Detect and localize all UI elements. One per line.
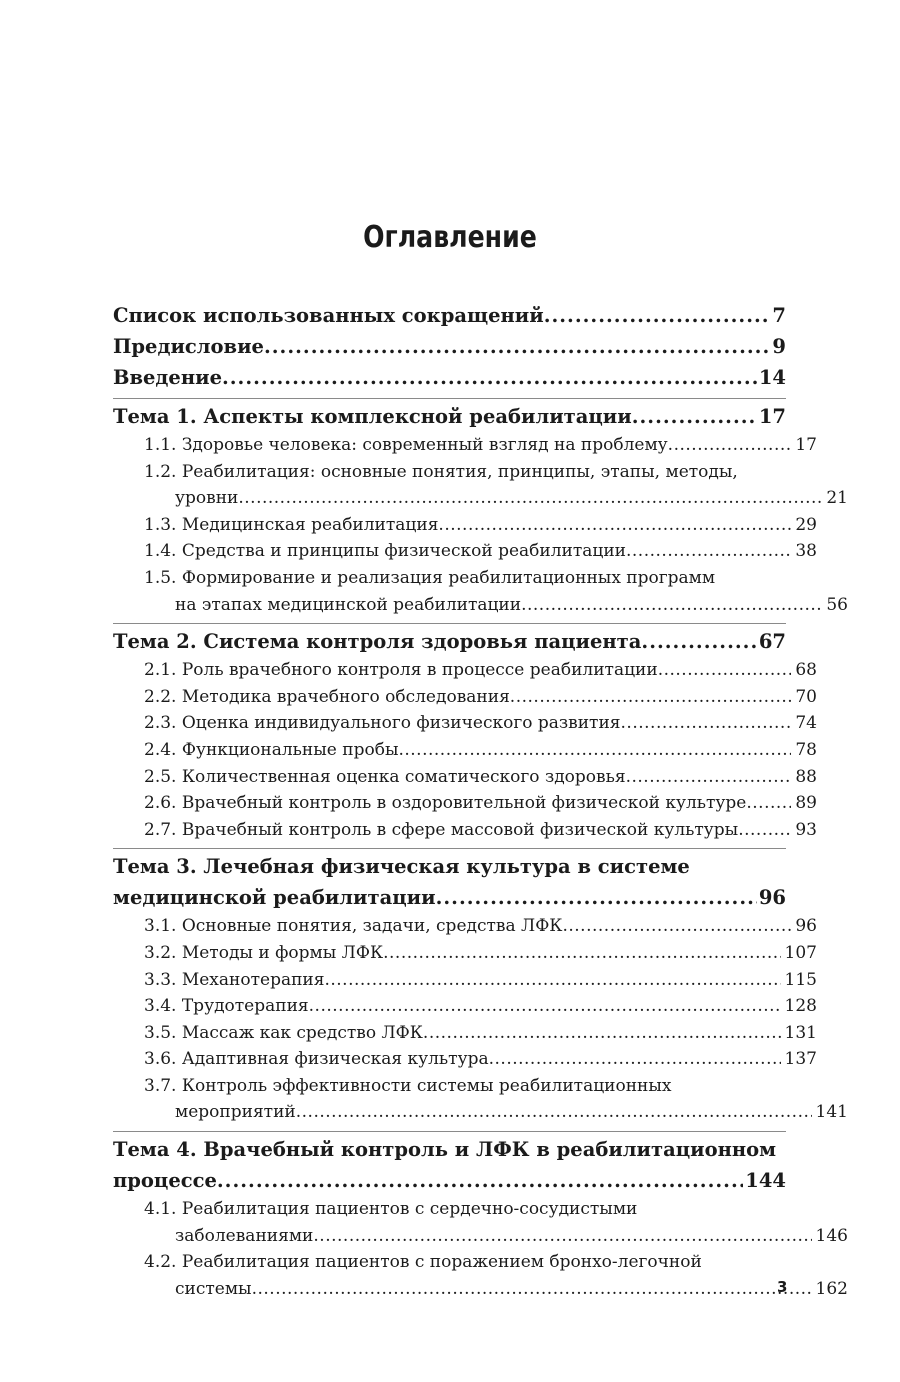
- toc-page-number: 68: [795, 660, 817, 681]
- dot-leader: [217, 1165, 743, 1196]
- dot-leader: [238, 485, 822, 512]
- dot-leader: [521, 592, 822, 619]
- toc-page-number: 9: [772, 335, 786, 358]
- toc-entry-introduction[interactable]: [113, 362, 786, 393]
- toc-entry-topic-2[interactable]: [113, 623, 786, 657]
- toc-entry-title: заболеваниями: [175, 1225, 314, 1246]
- page-number: 3: [777, 1278, 788, 1296]
- toc-page-number: 17: [758, 405, 786, 428]
- toc-entry-title: 3.1. Основные понятия, задачи, средства ЛФК: [144, 916, 563, 937]
- toc-entry-3-7-title: 3.7. Контроль эффективности системы реабилитационных: [144, 1075, 672, 1096]
- toc-page-number: 7: [772, 304, 786, 327]
- dot-leader: [309, 993, 781, 1020]
- toc-entry-3-3[interactable]: [113, 967, 817, 994]
- dot-leader: [423, 1020, 781, 1047]
- toc-entry-title: Тема 2. Система контроля здоровья пациента: [113, 630, 642, 654]
- toc-entry-title: 2.1. Роль врачебного контроля в процессе реабилитации: [144, 660, 658, 681]
- toc-entry-topic-1[interactable]: [113, 398, 786, 432]
- toc-entry-4-1-title: 4.1. Реабилитация пациентов с сердечно-сосудистыми: [144, 1199, 638, 1220]
- toc-page-number: 67: [758, 630, 786, 654]
- toc-entry-title: медицинской реабилитации: [113, 886, 436, 910]
- toc-entry-title: Тема 1. Аспекты комплексной реабилитации: [113, 405, 632, 428]
- toc-page-number: 29: [795, 514, 817, 535]
- dot-leader: [510, 684, 792, 711]
- toc-entry-2-1[interactable]: [113, 657, 817, 684]
- dot-leader: [398, 737, 791, 764]
- toc-page-number: 88: [795, 766, 817, 787]
- toc-page-number: 74: [795, 713, 817, 734]
- toc-entry-2-4[interactable]: [113, 737, 817, 764]
- page-title: Оглавление: [363, 220, 537, 255]
- toc-entry-abbreviations[interactable]: [113, 300, 786, 331]
- dot-leader: [632, 401, 757, 432]
- toc-entry-title: 2.5. Количественная оценка соматического здоровья: [144, 766, 626, 787]
- dot-leader: [746, 790, 791, 817]
- dot-leader: [668, 432, 792, 459]
- toc-entry-title: Введение: [113, 366, 222, 389]
- toc-entry-2-6[interactable]: [113, 790, 817, 817]
- dot-leader: [383, 940, 780, 967]
- dot-leader: [296, 1099, 812, 1126]
- toc-entry-2-7[interactable]: [113, 817, 817, 844]
- dot-leader: [626, 538, 791, 565]
- toc-entry-title: уровни: [175, 488, 239, 509]
- dot-leader: [436, 882, 757, 913]
- toc-page-number: 144: [745, 1169, 786, 1193]
- table-of-contents: [113, 300, 848, 1302]
- toc-entry-3-1[interactable]: [113, 913, 817, 940]
- toc-entry-title: 1.4. Средства и принципы физической реабилитации: [144, 541, 626, 562]
- toc-page-number: 14: [758, 366, 786, 389]
- dot-leader: [658, 657, 792, 684]
- toc-entry-title: Список использованных сокращений: [113, 304, 544, 327]
- toc-entry-title: Предисловие: [113, 335, 264, 358]
- toc-page-number: 141: [815, 1102, 848, 1123]
- toc-page-number: 107: [784, 942, 817, 963]
- toc-entry-title: на этапах медицинской реабилитации: [175, 594, 522, 615]
- dot-leader: [562, 913, 791, 940]
- toc-page-number: 146: [815, 1225, 848, 1246]
- dot-leader: [641, 626, 756, 657]
- toc-entry-title: 3.4. Трудотерапия: [144, 996, 309, 1017]
- toc-entry-4-1[interactable]: [113, 1223, 848, 1250]
- toc-entry-title: 3.5. Массаж как средство ЛФК: [144, 1022, 423, 1043]
- toc-entry-4-2[interactable]: [113, 1276, 848, 1303]
- toc-entry-topic-4[interactable]: [113, 1165, 786, 1196]
- toc-entry-1-4[interactable]: [113, 538, 817, 565]
- dot-leader: [324, 967, 780, 994]
- toc-entry-3-2[interactable]: [113, 940, 817, 967]
- toc-entry-topic-4-title: Тема 4. Врачебный контроль и ЛФК в реабилитационном: [113, 1131, 786, 1165]
- toc-entry-3-6[interactable]: [113, 1046, 817, 1073]
- toc-page-number: 70: [795, 686, 817, 707]
- dot-leader: [626, 764, 792, 791]
- toc-entry-2-2[interactable]: [113, 684, 817, 711]
- toc-entry-title: 2.7. Врачебный контроль в сфере массовой физической культуры: [144, 819, 739, 840]
- dot-leader: [621, 710, 792, 737]
- toc-entry-preface[interactable]: [113, 331, 786, 362]
- toc-page-number: 128: [784, 996, 817, 1017]
- toc-entry-4-2-title: 4.2. Реабилитация пациентов с поражением бронхо-легочной: [144, 1252, 702, 1273]
- toc-entry-1-5-title: 1.5. Формирование и реализация реабилитационных программ: [144, 567, 716, 588]
- toc-page-number: 17: [795, 435, 817, 455]
- toc-entry-2-5[interactable]: [113, 764, 817, 791]
- toc-entry-title: 1.1. Здоровье человека: современный взгляд на проблему: [144, 435, 668, 455]
- dot-leader: [438, 512, 791, 539]
- toc-entry-topic-3-title: Тема 3. Лечебная физическая культура в системе: [113, 848, 786, 882]
- toc-entry-3-7[interactable]: [113, 1099, 848, 1126]
- toc-entry-1-3[interactable]: [113, 512, 817, 539]
- toc-page-number: 38: [795, 541, 817, 562]
- toc-entry-title: 3.6. Адаптивная физическая культура: [144, 1049, 489, 1070]
- dot-leader: [222, 362, 757, 393]
- toc-entry-2-3[interactable]: [113, 710, 817, 737]
- dot-leader: [264, 331, 770, 362]
- toc-page-number: 115: [784, 969, 817, 990]
- toc-entry-title: процессе: [113, 1169, 217, 1193]
- toc-entry-title: 2.3. Оценка индивидуального физического развития: [144, 713, 621, 734]
- toc-entry-title: 2.4. Функциональные пробы: [144, 739, 399, 760]
- toc-page-number: 96: [758, 886, 786, 910]
- toc-page-number: 162: [815, 1278, 848, 1299]
- dot-leader: [544, 300, 771, 331]
- toc-entry-title: 3.2. Методы и формы ЛФК: [144, 942, 384, 963]
- toc-entry-title: 2.2. Методика врачебного обследования: [144, 686, 510, 707]
- toc-page-number: 93: [795, 819, 817, 840]
- toc-page-number: 56: [826, 594, 848, 615]
- toc-entry-title: мероприятий: [175, 1102, 296, 1123]
- dot-leader: [738, 817, 791, 844]
- toc-page-number: 78: [795, 739, 817, 760]
- toc-entry-title: системы: [175, 1278, 252, 1299]
- toc-entry-1-1[interactable]: [113, 432, 817, 459]
- dot-leader: [313, 1223, 811, 1250]
- dot-leader: [489, 1046, 781, 1073]
- toc-page-number: 131: [784, 1022, 817, 1043]
- toc-entry-title: 3.3. Механотерапия: [144, 969, 325, 990]
- toc-entry-1-2-title: 1.2. Реабилитация: основные понятия, принципы, этапы, методы,: [144, 461, 738, 482]
- toc-page-number: 137: [784, 1049, 817, 1070]
- toc-entry-1-5[interactable]: [113, 592, 848, 619]
- dot-leader: [252, 1276, 812, 1303]
- toc-page-number: 89: [795, 793, 817, 814]
- toc-entry-title: 1.3. Медицинская реабилитация: [144, 514, 439, 535]
- toc-entry-title: 2.6. Врачебный контроль в оздоровительной физической культуре: [144, 793, 747, 814]
- toc-entry-1-2[interactable]: [113, 485, 848, 512]
- toc-entry-topic-3[interactable]: [113, 882, 786, 913]
- toc-page-number: 96: [795, 916, 817, 937]
- toc-entry-3-5[interactable]: [113, 1020, 817, 1047]
- toc-entry-3-4[interactable]: [113, 993, 817, 1020]
- toc-page-number: 21: [826, 488, 848, 509]
